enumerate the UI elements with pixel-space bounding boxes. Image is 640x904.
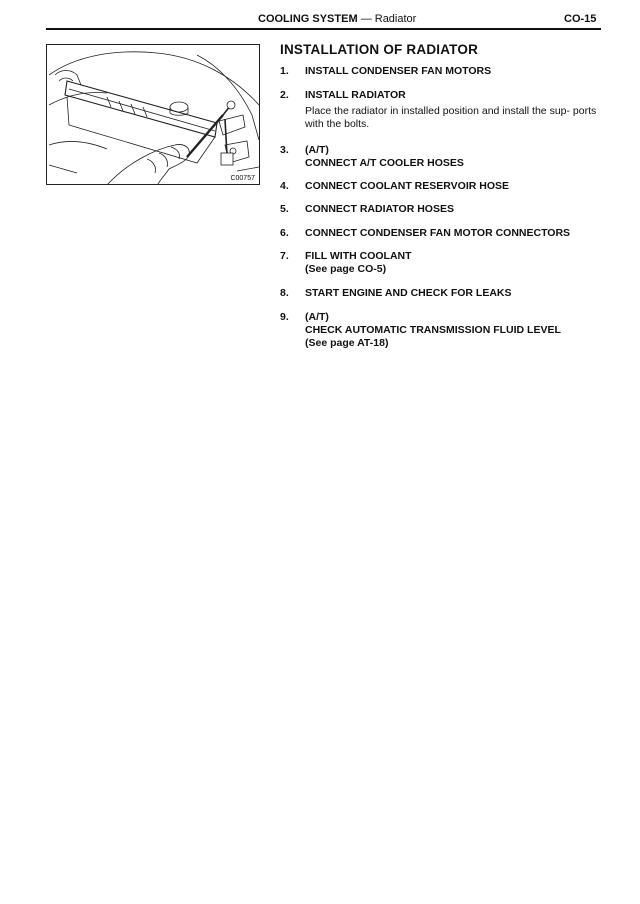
step-text: CHECK AUTOMATIC TRANSMISSION FLUID LEVEL [305,324,561,336]
step-body [305,144,605,170]
step-body [305,287,605,300]
step-body [305,250,605,276]
step-body [305,311,605,350]
step-text: INSTALL RADIATOR [305,89,406,101]
step-text: (See page AT-18) [305,337,389,349]
step-number: 1. [280,65,289,77]
step-number: 9. [280,311,289,323]
step-body [305,65,605,78]
page-number: CO-15 [564,13,597,25]
step-body [305,227,605,240]
step-text: (A/T) [305,144,329,156]
step-number: 4. [280,180,289,192]
step-body [305,89,605,131]
radiator-illustration [46,44,260,185]
step-text: CONNECT A/T COOLER HOSES [305,157,464,169]
page-header [0,0,640,30]
step-text: START ENGINE AND CHECK FOR LEAKS [305,287,512,299]
step-body [305,203,605,216]
step-text: CONNECT COOLANT RESERVOIR HOSE [305,180,509,192]
step-number: 6. [280,227,289,239]
header-subsection: Radiator [374,13,417,25]
radiator-drawing [47,45,260,185]
step-text: (A/T) [305,311,329,323]
step-number: 8. [280,287,289,299]
step-description: Place the radiator in installed position and install the sup- ports with the bolts. [305,105,597,130]
step-text: FILL WITH COOLANT [305,250,412,262]
figure-code: C00757 [230,175,255,182]
step-text: INSTALL CONDENSER FAN MOTORS [305,65,492,77]
step-number: 3. [280,144,289,156]
header-separator: — [360,13,372,25]
header-title [258,13,416,25]
header-rule [46,28,601,30]
section-title: INSTALLATION OF RADIATOR [280,42,479,57]
step-number: 2. [280,89,289,101]
step-number: 7. [280,250,289,262]
header-section: COOLING SYSTEM [258,13,358,25]
step-number: 5. [280,203,289,215]
step-body [305,180,605,193]
step-text: (See page CO-5) [305,263,387,275]
step-text: CONNECT CONDENSER FAN MOTOR CONNECTORS [305,227,571,239]
step-text: CONNECT RADIATOR HOSES [305,203,454,215]
